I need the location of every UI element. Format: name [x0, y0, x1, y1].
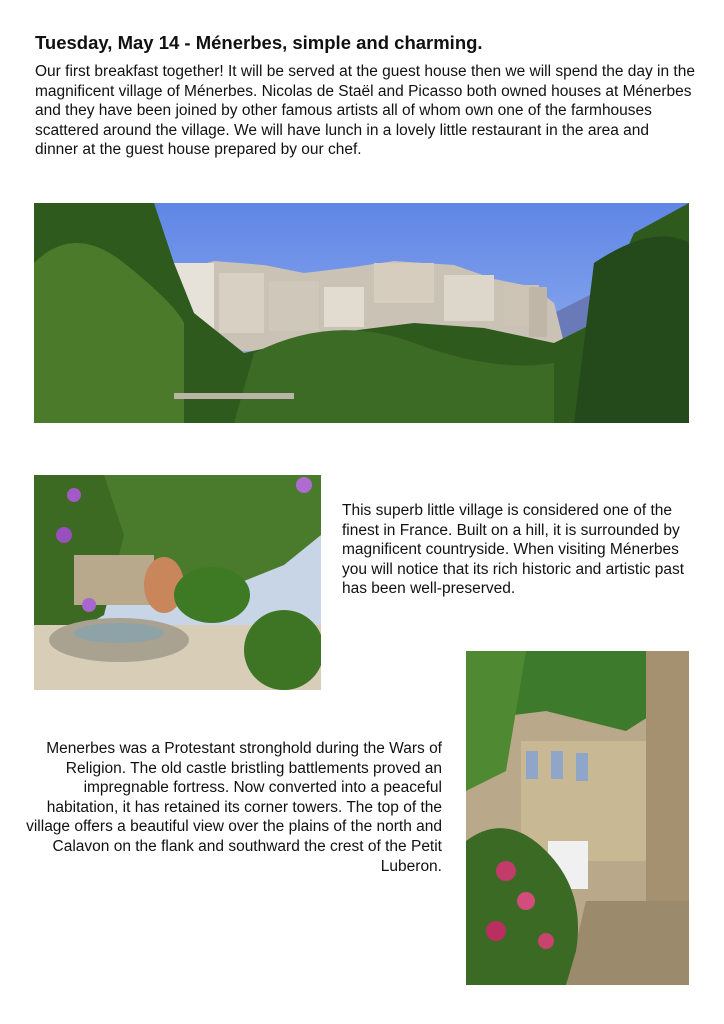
intro-paragraph: Our first breakfast together! It will be served at the guest house then we will spend the day in the magnificent village of Ménerbes. Nicolas de Staël and Picasso both owned houses at Ménerbes and they have been joined by other famous artists all of whom own one of the farmhouses scattered around the village. We will have lunch in a lovely little restaurant in the area and dinner at the guest house prepared by our chef.	[35, 63, 695, 159]
village-panorama-photo	[34, 203, 689, 423]
history-paragraph: Menerbes was a Protestant stronghold during the Wars of Religion. The old castle bristling battlements proved an impregnable fortress. Now converted into a peaceful habitation, it has retained its corner towers. The top of the village offers a beautiful view over the plains of the north and Calavon on the flank and southward the crest of the Petit Luberon.	[26, 740, 442, 875]
page-title: Tuesday, May 14 - Ménerbes, simple and charming.	[35, 32, 483, 53]
stone-house-stairs-photo	[466, 651, 689, 985]
village-description-paragraph: This superb little village is considered one of the finest in France. Built on a hill, it is surrounded by magnificent countryside. When visiting Ménerbes you will notice that its rich historic and artistic past has been well-preserved.	[342, 502, 684, 598]
garden-fountain-photo	[34, 475, 321, 690]
